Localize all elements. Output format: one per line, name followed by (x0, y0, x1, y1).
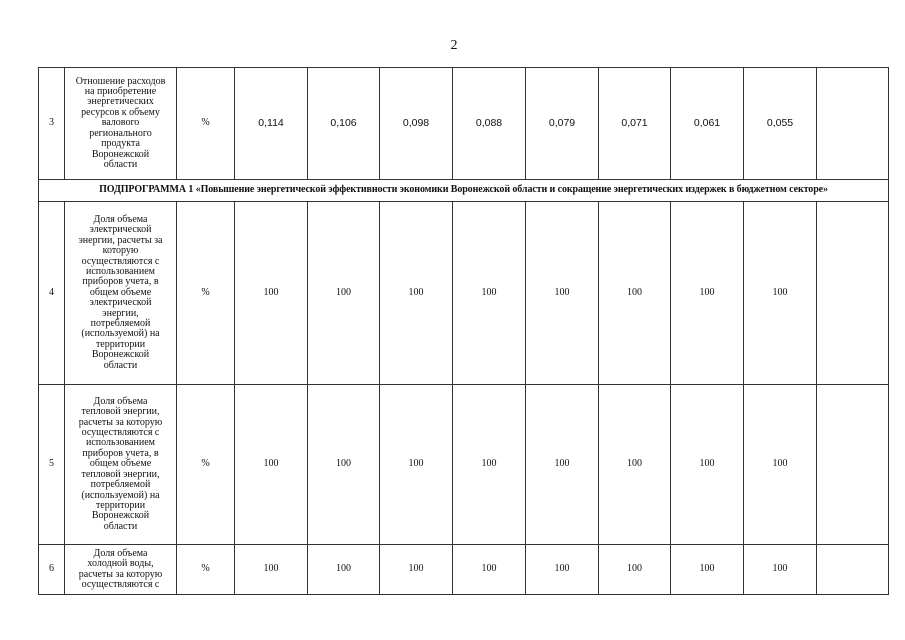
row-number: 6 (39, 545, 65, 595)
row-number: 5 (39, 385, 65, 545)
value-cell: 100 (453, 202, 526, 385)
value-cell: 0,055 (744, 68, 817, 180)
value-cell: 0,088 (453, 68, 526, 180)
value-cell: 100 (526, 545, 599, 595)
indicator-name: Доля объема тепловой энергии, расчеты за которую осуществляются с использованием приборов учета, в общем объеме тепловой энергии, потребляемой (используемой) на территории Воронежской области (65, 385, 177, 545)
unit-cell: % (177, 202, 235, 385)
value-cell: 0,071 (599, 68, 671, 180)
value-cell (817, 68, 889, 180)
table-row (39, 68, 889, 180)
value-cell: 100 (453, 545, 526, 595)
value-cell: 100 (453, 385, 526, 545)
value-cell: 100 (235, 545, 308, 595)
value-cell: 100 (308, 545, 380, 595)
value-cell: 100 (380, 202, 453, 385)
value-cell: 100 (744, 545, 817, 595)
table-row (39, 545, 889, 595)
indicator-name: Отношение расходов на приобретение энергетических ресурсов к объему валового регионального продукта Воронежской области (65, 68, 177, 180)
value-cell: 100 (526, 385, 599, 545)
value-cell: 100 (380, 385, 453, 545)
value-cell: 100 (599, 202, 671, 385)
value-cell: 100 (308, 385, 380, 545)
value-cell: 0,114 (235, 68, 308, 180)
indicators-table (38, 67, 889, 595)
value-cell: 0,079 (526, 68, 599, 180)
section-title: ПОДПРОГРАММА 1 «Повышение энергетической эффективности экономики Воронежской области и сокращение энергетических издержек в бюджетном секторе» (39, 180, 889, 202)
value-cell: 100 (308, 202, 380, 385)
value-cell (817, 202, 889, 385)
row-number: 4 (39, 202, 65, 385)
value-cell (817, 385, 889, 545)
value-cell: 100 (671, 545, 744, 595)
indicator-name: Доля объема холодной воды, расчеты за которую осуществляются с (65, 545, 177, 595)
table-row (39, 385, 889, 545)
indicator-name: Доля объема электрической энергии, расчеты за которую осуществляются с использованием приборов учета, в общем объеме электрической энергии, потребляемой (используемой) на территории Воронежской области (65, 202, 177, 385)
value-cell: 100 (526, 202, 599, 385)
value-cell: 100 (235, 385, 308, 545)
value-cell: 0,061 (671, 68, 744, 180)
row-number: 3 (39, 68, 65, 180)
unit-cell: % (177, 545, 235, 595)
page-number: 2 (450, 38, 458, 53)
value-cell: 100 (744, 202, 817, 385)
section-row (39, 180, 889, 202)
value-cell: 100 (744, 385, 817, 545)
value-cell: 0,098 (380, 68, 453, 180)
value-cell (817, 545, 889, 595)
table-row (39, 202, 889, 385)
value-cell: 0,106 (308, 68, 380, 180)
unit-cell: % (177, 68, 235, 180)
value-cell: 100 (671, 202, 744, 385)
value-cell: 100 (599, 545, 671, 595)
value-cell: 100 (671, 385, 744, 545)
value-cell: 100 (599, 385, 671, 545)
value-cell: 100 (380, 545, 453, 595)
value-cell: 100 (235, 202, 308, 385)
unit-cell: % (177, 385, 235, 545)
